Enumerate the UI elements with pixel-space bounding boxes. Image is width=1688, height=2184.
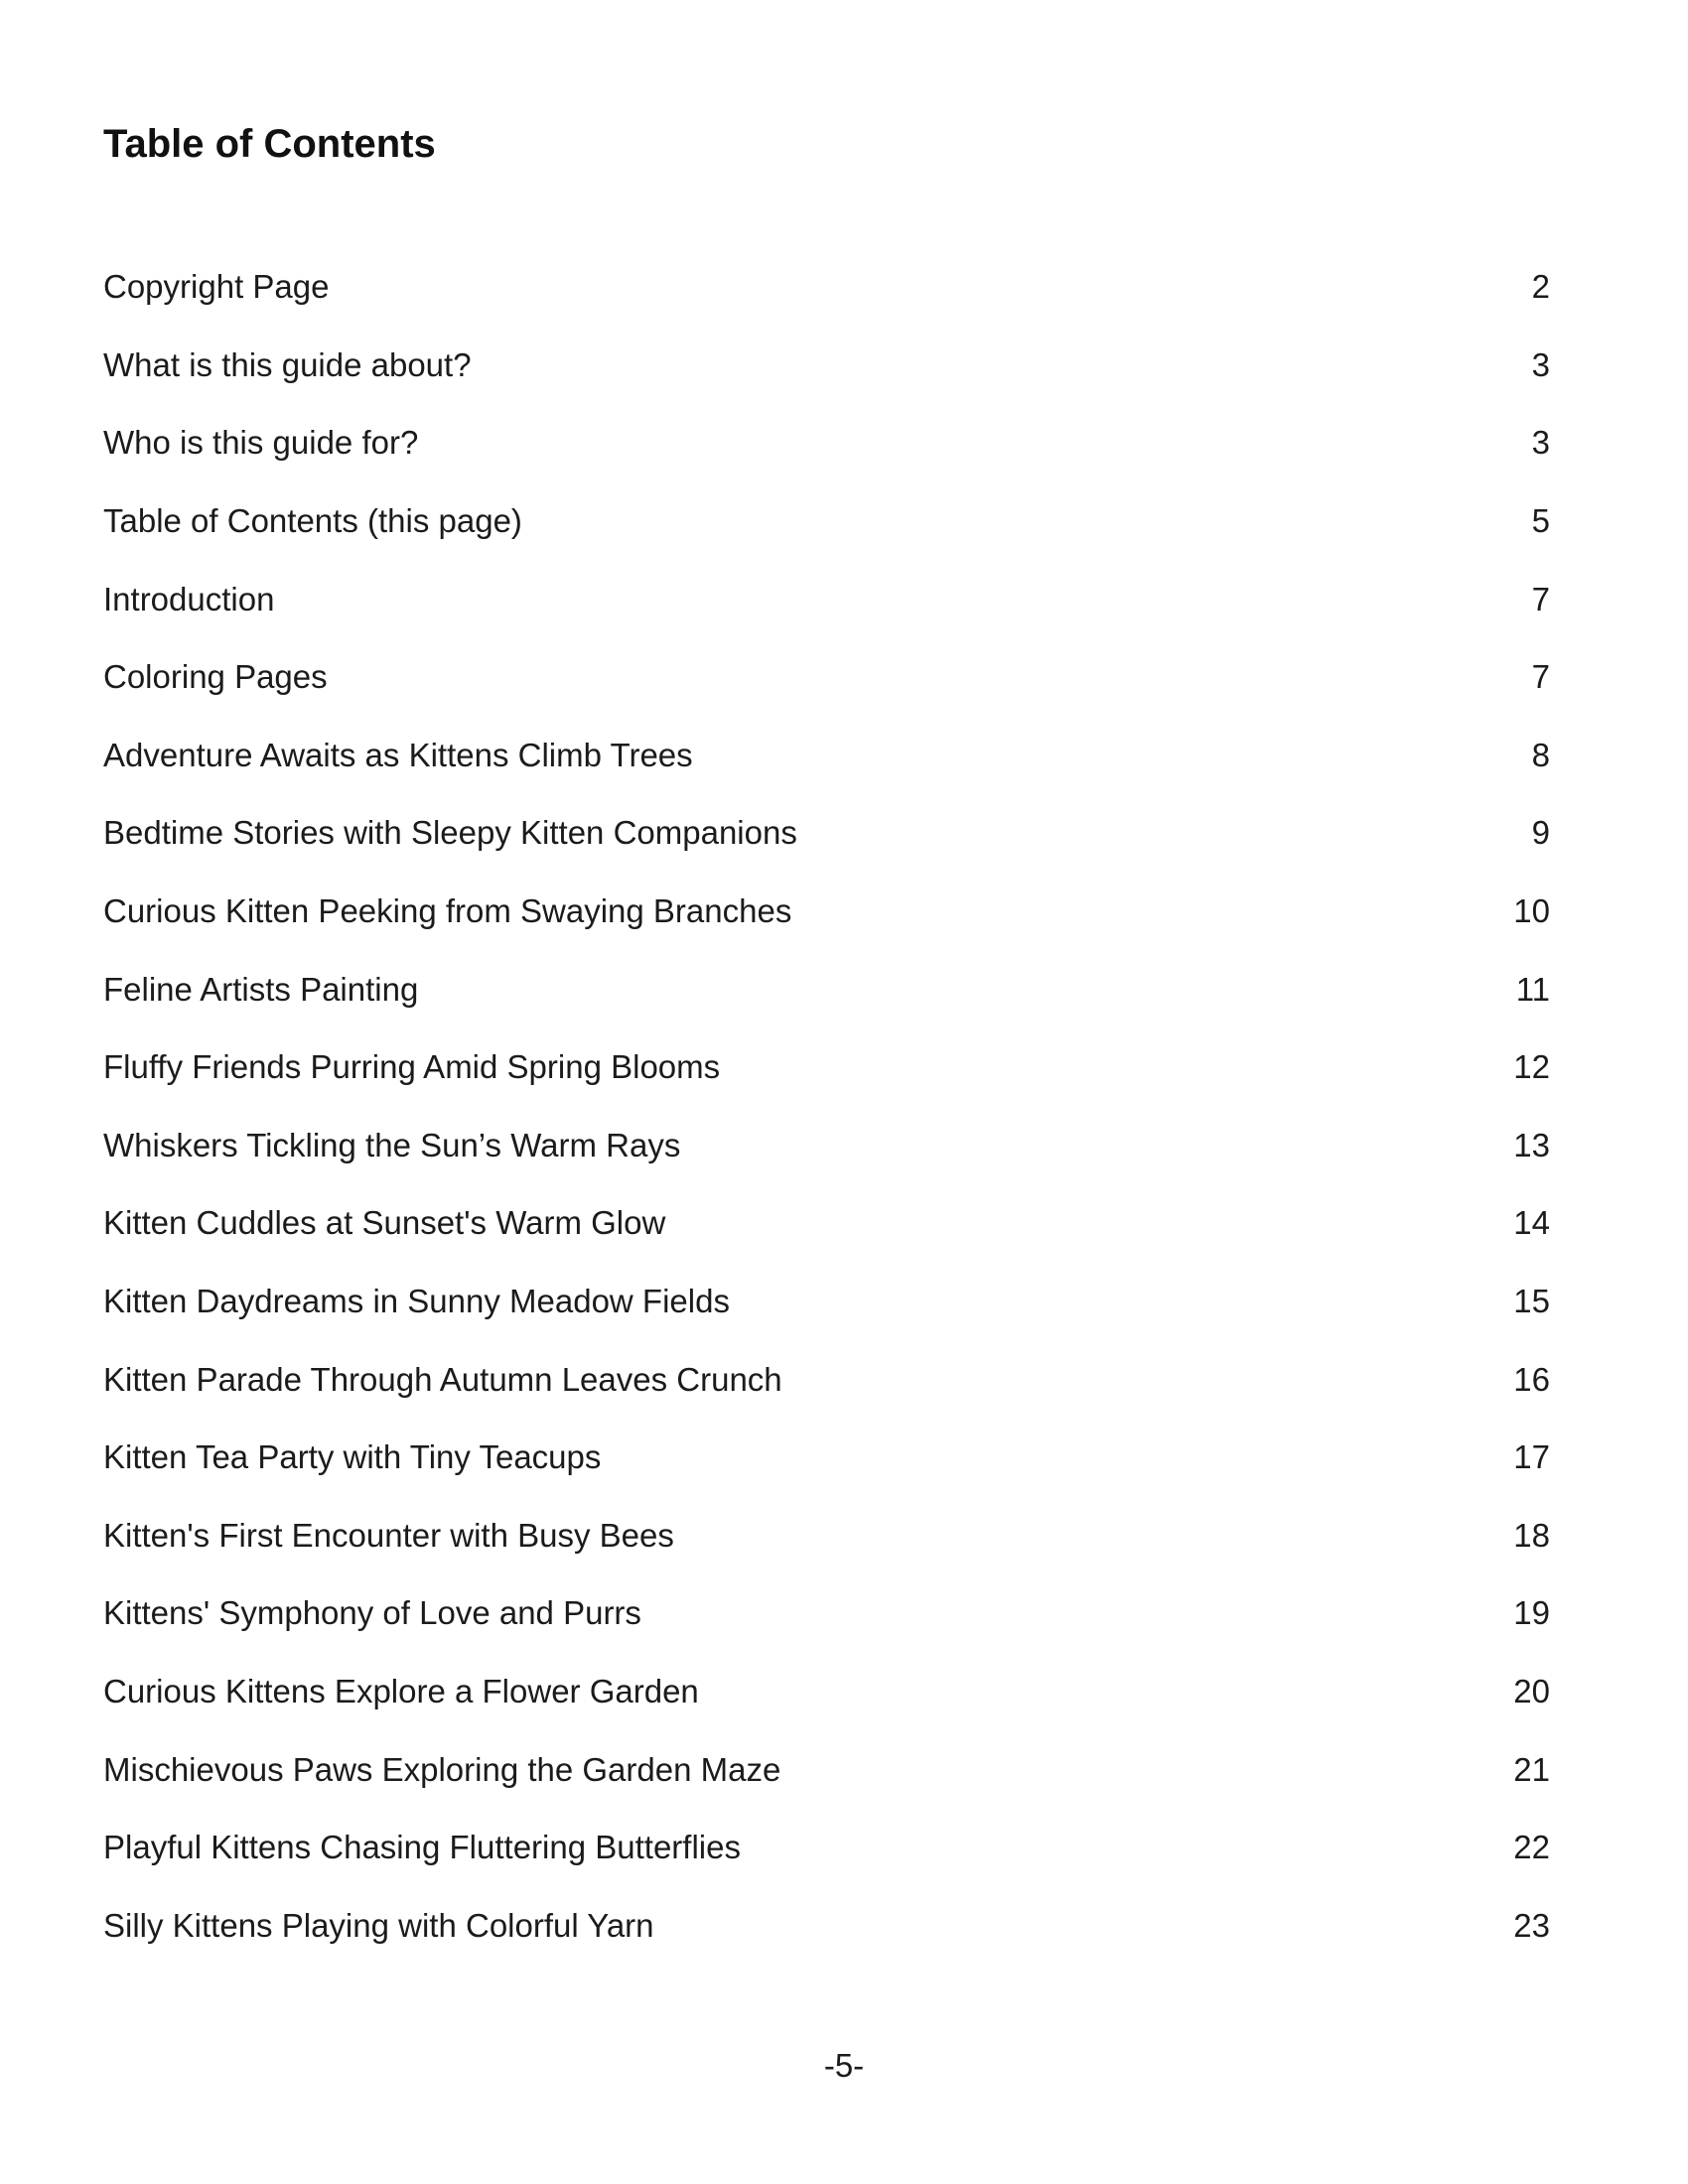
toc-entry-label: Kittens' Symphony of Love and Purrs [103, 1594, 641, 1632]
toc-entry-page-number: 7 [1531, 658, 1550, 696]
toc-row [103, 560, 1550, 638]
toc-row [103, 327, 1550, 405]
toc-entry-page-number: 2 [1531, 268, 1550, 306]
toc-entry-label: Introduction [103, 580, 275, 617]
page-title: Table of Contents [103, 121, 436, 166]
toc-entry-label: Whiskers Tickling the Sun’s Warm Rays [103, 1126, 681, 1163]
toc-row [103, 794, 1550, 873]
toc-row [103, 1497, 1550, 1575]
toc-row [103, 717, 1550, 795]
toc-entry-page-number: 20 [1513, 1672, 1550, 1709]
toc-entry-page-number: 5 [1531, 502, 1550, 540]
toc-row [103, 1340, 1550, 1419]
toc-entry-page-number: 12 [1513, 1048, 1550, 1086]
toc-row [103, 1184, 1550, 1263]
toc-entry-label: Fluffy Friends Purring Amid Spring Blooms [103, 1048, 721, 1086]
toc-row [103, 1028, 1550, 1107]
toc-entry-page-number: 3 [1531, 345, 1550, 383]
toc-entry-label: Copyright Page [103, 268, 330, 306]
toc-row [103, 248, 1550, 327]
toc-entry-label: Curious Kittens Explore a Flower Garden [103, 1672, 699, 1709]
toc-row [103, 1419, 1550, 1497]
toc-entry-label: Kitten Daydreams in Sunny Meadow Fields [103, 1283, 730, 1320]
toc-row [103, 1886, 1550, 1965]
toc-entry-label: Playful Kittens Chasing Fluttering Butterflies [103, 1829, 741, 1866]
toc-row [103, 404, 1550, 482]
toc-row [103, 1263, 1550, 1341]
toc-entry-label: Kitten Cuddles at Sunset's Warm Glow [103, 1204, 666, 1242]
toc-entry-label: Mischievous Paws Exploring the Garden Maze [103, 1750, 781, 1788]
toc-entry-page-number: 9 [1531, 814, 1550, 852]
toc-entry-page-number: 18 [1513, 1516, 1550, 1554]
toc-entry-label: Feline Artists Painting [103, 970, 419, 1008]
toc-entry-page-number: 23 [1513, 1906, 1550, 1944]
page-number-footer: -5- [823, 2047, 865, 2084]
toc-entry-label: Kitten Parade Through Autumn Leaves Crunch [103, 1360, 782, 1398]
toc-entry-label: What is this guide about? [103, 345, 472, 383]
toc-entry-label: Coloring Pages [103, 658, 328, 696]
toc-entry-page-number: 19 [1513, 1594, 1550, 1632]
toc-entry-page-number: 16 [1513, 1360, 1550, 1398]
toc-entry-page-number: 13 [1513, 1126, 1550, 1163]
toc-entry-page-number: 22 [1513, 1829, 1550, 1866]
toc-entry-label: Bedtime Stories with Sleepy Kitten Companions [103, 814, 797, 852]
toc-row [103, 1730, 1550, 1809]
toc-entry-page-number: 17 [1513, 1438, 1550, 1476]
toc-entry-label: Adventure Awaits as Kittens Climb Trees [103, 736, 693, 773]
toc-entry-label: Who is this guide for? [103, 424, 419, 462]
toc-entry-label: Curious Kitten Peeking from Swaying Branches [103, 892, 792, 930]
toc-entry-page-number: 11 [1515, 970, 1550, 1008]
toc-row [103, 1653, 1550, 1731]
toc-entry-page-number: 10 [1513, 892, 1550, 930]
toc-entry-page-number: 8 [1531, 736, 1550, 773]
toc-entry-label: Table of Contents (this page) [103, 502, 522, 540]
toc-entry-page-number: 7 [1531, 580, 1550, 617]
toc-entry-label: Silly Kittens Playing with Colorful Yarn [103, 1906, 654, 1944]
toc-list [103, 248, 1550, 1965]
toc-row [103, 482, 1550, 561]
toc-entry-page-number: 21 [1513, 1750, 1550, 1788]
toc-entry-page-number: 15 [1513, 1283, 1550, 1320]
toc-entry-label: Kitten's First Encounter with Busy Bees [103, 1516, 674, 1554]
toc-entry-page-number: 14 [1513, 1204, 1550, 1242]
toc-row [103, 950, 1550, 1028]
toc-entry-label: Kitten Tea Party with Tiny Teacups [103, 1438, 602, 1476]
toc-row [103, 638, 1550, 717]
toc-entry-page-number: 3 [1531, 424, 1550, 462]
toc-row [103, 873, 1550, 951]
toc-row [103, 1809, 1550, 1887]
toc-row [103, 1574, 1550, 1653]
toc-row [103, 1107, 1550, 1185]
